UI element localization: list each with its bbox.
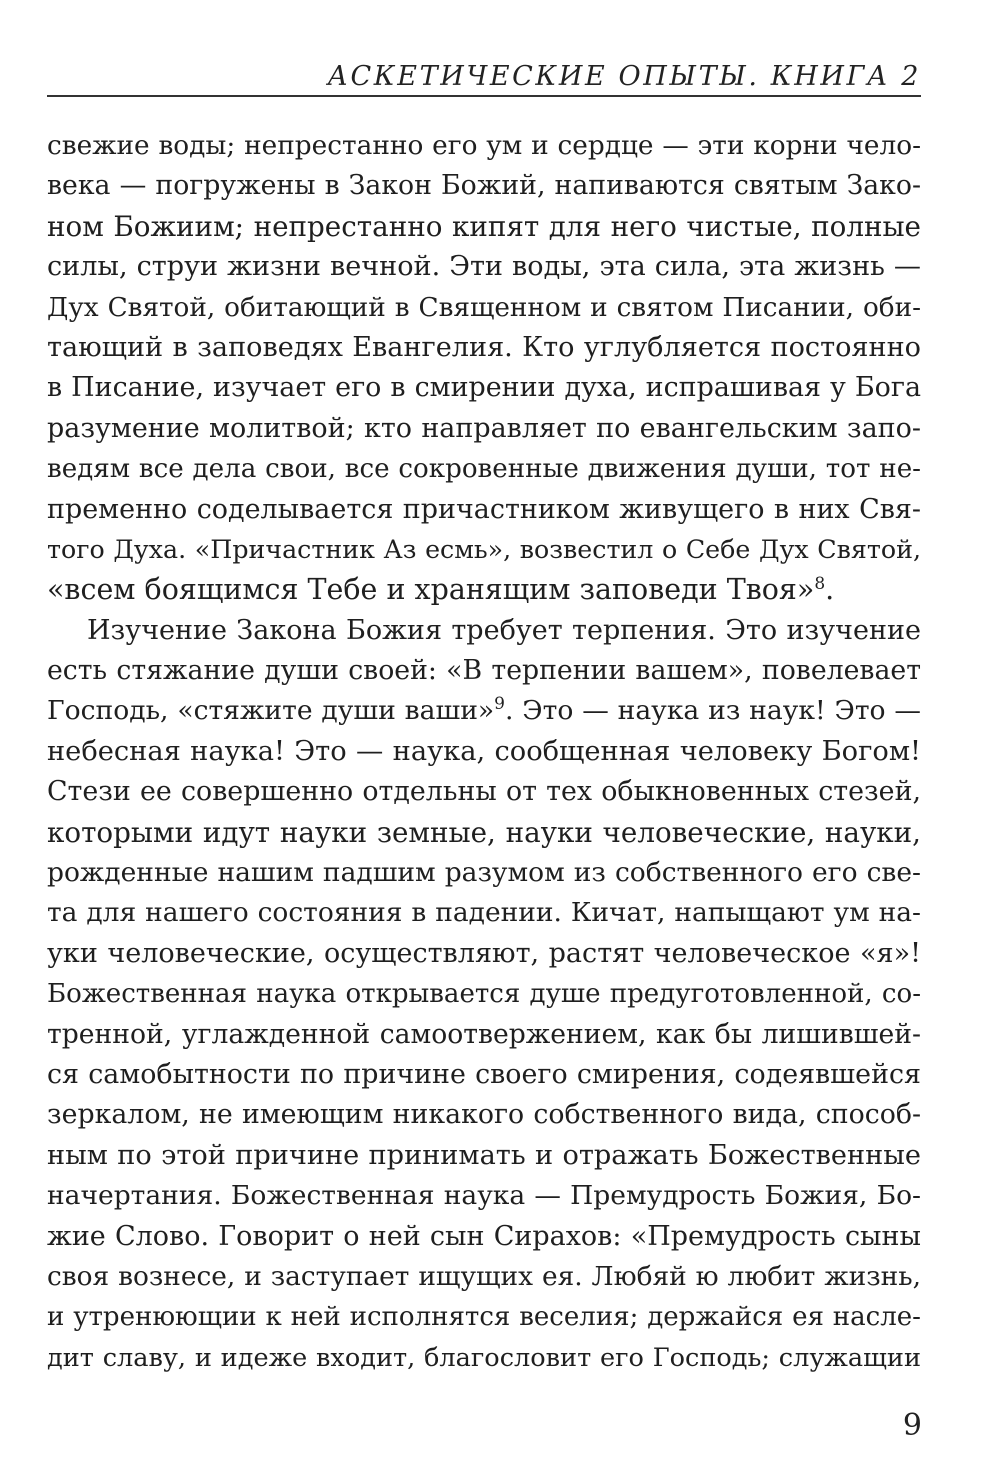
text-line: своя вознесе, и заступает ищущих ея. Любяй ю любит жизнь, (47, 1260, 921, 1292)
text-line: пременно соделывается причастником живущего в них Свя- (47, 493, 921, 525)
text-fragment: «всем боящимся Тебе и хранящим заповеди Твоя» (47, 573, 815, 607)
paragraph-2 (47, 611, 921, 1378)
text-line: свежие воды; непрестанно его ум и сердце — эти корни чело- (47, 131, 921, 161)
text-line (47, 691, 921, 731)
text-line (47, 570, 921, 610)
text-line: тренной, углажденной самоотвержением, как бы лишившей- (47, 1018, 921, 1050)
text-fragment: Господь, «стяжите души ваши» (47, 695, 495, 727)
text-line: Стези ее совершенно отдельны от тех обыкновенных стезей, (47, 776, 921, 808)
page-number: 9 (902, 1408, 922, 1443)
text-line: и утренюющии к ней исполнятся веселия; держайся ея насле- (47, 1302, 921, 1333)
running-head: АСКЕТИЧЕСКИЕ ОПЫТЫ. КНИГА 2 (47, 62, 921, 97)
text-line: того Духа. «Причастник Аз есмь», возвестил о Себе Дух Святой, (47, 534, 921, 564)
text-line: Изучение Закона Божия требует терпения. Это изучение (87, 614, 921, 646)
text-line: жие Слово. Говорит о ней сын Сирахов: «Премудрость сыны (47, 1220, 921, 1252)
text-fragment: . Это — наука из наук! Это — (505, 695, 921, 727)
text-line: ным по этой причине принимать и отражать Божественные (47, 1139, 921, 1171)
text-line: века — погружены в Закон Божий, напиваются святым Зако- (47, 170, 921, 202)
text-fragment: . (825, 573, 835, 607)
text-line: зеркалом, не имеющим никакого собственного вида, способ- (47, 1099, 921, 1131)
footnote-ref-9[interactable]: 9 (494, 694, 505, 715)
text-line: дит славу, и идеже входит, благословит его Господь; служащии (47, 1342, 921, 1373)
text-line: которыми идут науки земные, науки человеческие, науки, (47, 815, 921, 849)
text-line: тающий в заповедях Евангелия. Кто углубляется постоянно (47, 331, 921, 363)
text-line: разумение молитвой; кто направляет по евангельским запо- (47, 412, 921, 444)
text-line: в Писание, изучает его в смирении духа, испрашивая у Бога (47, 372, 921, 404)
text-line: Дух Святой, обитающий в Священном и святом Писании, оби- (47, 292, 921, 323)
text-line: уки человеческие, осуществляют, растят человеческое «я»! (47, 937, 921, 969)
text-line: есть стяжание души своей: «В терпении вашем», повелевает (47, 655, 921, 687)
text-line: силы, струи жизни вечной. Эти воды, эта сила, эта жизнь — (47, 251, 921, 283)
text-body (47, 126, 921, 1378)
text-line: небесная наука! Это — наука, сообщенная человеку Богом! (47, 735, 921, 767)
paragraph-1 (47, 126, 921, 611)
text-line: ся самобытности по причине своего смирения, содеявшейся (47, 1058, 921, 1090)
text-line: рожденные нашим падшим разумом из собственного его све- (47, 857, 921, 889)
text-line: Божественная наука открывается душе предуготовленной, со- (47, 979, 921, 1010)
text-line: та для нашего состояния в падении. Кичат, напыщают ум на- (47, 897, 921, 929)
text-line: начертания. Божественная наука — Премудрость Божия, Бо- (47, 1180, 921, 1212)
text-line: ведям все дела свои, все сокровенные движения души, тот не- (47, 454, 921, 485)
footnote-ref-8[interactable]: 8 (814, 574, 826, 595)
text-line: ном Божиим; непрестанно кипят для него чистые, полные (47, 209, 921, 243)
